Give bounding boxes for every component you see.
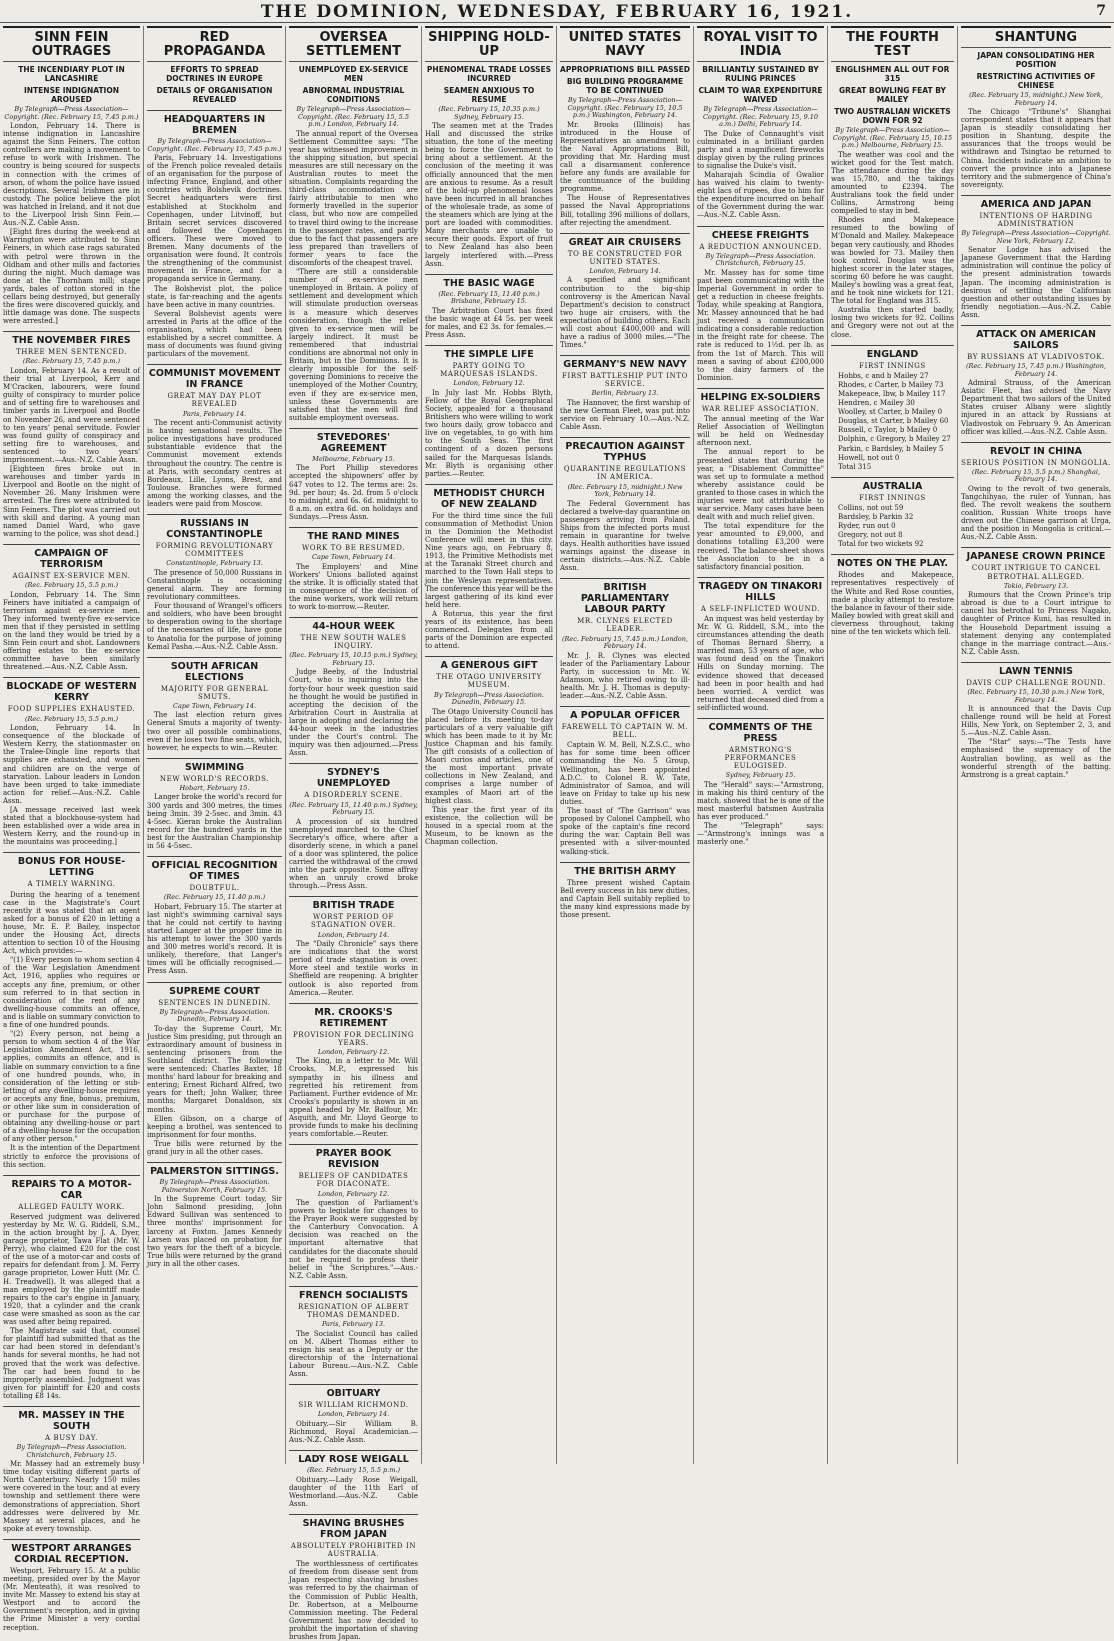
section-headline: WESTPORT ARRANGES CORDIAL RECEPTION. <box>3 1539 140 1565</box>
article-paragraph: The recent anti-Communist activity is having sensational results. The police investigations have produced substantiable evidence that the Communist movement extends throughout the country. The centre is at Paris, with secondary centres at Bordeaux, Lille, Lyons, Brest, and Toulouse. Branches were formed among the working classes, and the leaders were paid from Moscow. <box>147 419 282 508</box>
article-paragraph: Four thousand of Wrangel's officers and soldiers, who have been brought to desperation owing to the shortage of the necessaries of life, have gone to Anatolia for the purpose of joining Kemal Pasha.—Aus.-N.Z. Cable Assn. <box>147 602 282 651</box>
article-paragraph: Hendren, c Mailey 30 <box>838 399 915 408</box>
dateline: By Telegraph—Press Association—Copyright. (Rec. February 15, 10.15 p.m.) Melbourne, February 15. <box>832 126 953 149</box>
masthead <box>0 0 1114 23</box>
section-headline: A POPULAR OFFICER <box>560 706 690 721</box>
article-paragraph: "(2) Every person, not being a person to whom section 4 of the War Legislation Amendment Act, 1916, applies, commits an offence, and is liable on summary conviction to a fine of one hundred pounds, who, in consideration of the letting or sub-letting of any dwelling-house requires or accepts any fine, bonus, premium, or other like sum in consideration of or purchase for the purpose of obtaining any dwelling-house or part of a dwelling-house for the occupation of any other person." <box>3 1030 140 1144</box>
article-column <box>143 26 285 1464</box>
section-subheading: ARMSTRONG'S PERFORMANCES EULOGISED. <box>724 746 797 771</box>
article-paragraph: The weather was cool and the wicket good for the Test match. The attendance during the day was 15,780, and the takings amounted to £2394. The Australians took the field under Collins, Armstrong being compelled to stay in bed. <box>831 150 954 216</box>
section-subheading: PROVISION FOR DECLINING YEARS. <box>292 1030 415 1047</box>
article-paragraph: Senator Lodge has advised the Japanese Government that the Harding administration will continue the policy of the present administration towards Japan. The incoming administration is desirous of settling the Californian question and other outstanding issues by friendly negotiation.—Aus.-N.Z. Cable Assn. <box>961 246 1111 319</box>
article-paragraph: The "Herald" says:—"Armstrong, in making his third century of the match, showed that he is one of the most masterful batsmen Australia has ever produced." <box>697 780 824 822</box>
article-subheading: ABNORMAL INDUSTRIAL CONDITIONS <box>302 86 405 104</box>
section-subheading: ABSOLUTELY PROHIBITED IN AUSTRALIA. <box>290 1541 417 1559</box>
article-paragraph: Ellen Gibson, on a charge of keeping a brothel, was sentenced to imprisonment for four months. <box>147 1114 282 1139</box>
dateline: Paris, February 14. <box>182 409 247 418</box>
section-subheading: QUARANTINE REGULATIONS IN AMERICA. <box>563 465 687 482</box>
dateline: (Rec. February 15, 7.45 p.m.) <box>22 357 121 366</box>
article-paragraph: Rhodes, c Carter, b Mailey 73 <box>838 380 944 389</box>
article-paragraph: Reserved judgment was delivered yesterday by Mr. W. G. Riddell, S.M., in the action brought by J. A. Dyer, garage proprietor, Tawa Flat (Mr. W. Perry), who claimed £20 for the cost of the use of a motor-car and costs of repairs for defendant from J. M. Ferry garage proprietor, Lower Hutt (Mr. C. H. Treadwell). It was alleged that a man employed by the plaintiff made repairs to the car's engine in January, 1920, that a cylinder and the crank case were smashed as soon as the car was used after being repaired. <box>3 1212 140 1327</box>
article-paragraph: Mr. Massey had an extremely busy time today visiting different parts of North Canterbury. Nearly 150 miles were covered in the tour, and at every township and settlement there were demonstrations of appreciation. Short addresses were delivered by Mr. Massey at several places, and he spoke at every township. <box>3 1460 140 1533</box>
dateline: By Telegraph—Press Association. Dunedin, February 14. <box>159 1007 270 1024</box>
article-paragraph: A specified and significant contribution to the big-ship controversy is the American Naval Department's decision to construct two huge air cruisers, with the expectation of building others. Each will cost about £400,000 and will have a radius of 3000 miles.—"The Times." <box>560 276 690 350</box>
section-subheading: BY RUSSIANS AT VLADIVOSTOK. <box>967 352 1105 361</box>
page-number: 7 <box>1096 3 1106 19</box>
section-headline: COMMENTS OF THE PRESS <box>697 718 824 744</box>
article-paragraph: To-day the Supreme Court, Mr. Justice Sim presiding, put through an extraordinary amount of business in sentencing prisoners from the Southland district. The following were sentenced: Charles Baxter, 18 months' hard labour for breaking and entering; Ernest Richard Alfred, two years for theft; John Walker, three months; Margaret Donaldson, six months. <box>147 1024 282 1114</box>
section-headline: AMERICA AND JAPAN <box>961 195 1111 210</box>
section-headline: PALMERSTON SITTINGS. <box>147 1162 282 1177</box>
section-headline: HEADQUARTERS IN BREMEN <box>147 110 282 136</box>
article-column <box>0 26 143 1632</box>
dateline: Berlin, February 13. <box>591 389 659 398</box>
dateline: London, February 12. <box>317 1047 390 1056</box>
article-paragraph: The "Star" says:—"The Tests have emphasised the supremacy of the Australian bowling, as well as the wonderful strength of the batting. Armstrong is a great captain." <box>961 738 1111 779</box>
article-column <box>827 26 957 1464</box>
dateline: Sydney, February 15. <box>725 771 796 780</box>
article-paragraph: The seamen met at the Trades Hall and discussed the strike situation, the tone of the meeting being to force the Government to bring about a settlement. At the conclusion of the meeting it was officially announced that the men are anxious to resume. As a result of the hold-up phenomenal losses have been incurred in all branches of the wholesale trade, as some of the steamers which are lying at the port are loaded with commodities. Many merchants are unable to secure their goods. Export of fruit to New Zealand has also been largely interfered with.—Press Assn. <box>425 122 553 268</box>
article-paragraph: Australia then started badly, losing two wickets for 92. Collins and Gregory were not out at the close. <box>831 306 954 339</box>
article-paragraph: It is the intention of the Department strictly to enforce the provisions of this section. <box>3 1144 140 1169</box>
section-subheading: THREE MEN SENTENCED. <box>15 348 128 357</box>
section-subheading: FIRST INNINGS <box>859 361 926 370</box>
article-paragraph: Owing to the revolt of two generals, Tangchihyao, the ruler of Yunnan, has fled. The revolt weakens the southern coalition. Russian White troops have driven out the Chinese garrison at Urga, and the position in Mongolia is critical.—Aus.-N.Z. Cable Assn. <box>961 484 1111 542</box>
section-headline: METHODIST CHURCH OF NEW ZEALAND <box>425 484 553 510</box>
section-subheading: FIRST BATTLESHIP PUT INTO SERVICE. <box>562 372 688 389</box>
section-subheading: A BUSY DAY. <box>45 1433 98 1442</box>
article-paragraph: Howell, not out 0 <box>838 453 900 462</box>
dateline: Tokio, February 13. <box>1003 581 1069 590</box>
article-paragraph: Obituary.—Lady Rose Weigall, daughter of the 11th Earl of Westmorland.—Aus.-N.Z. Cable Assn. <box>289 1475 418 1508</box>
section-headline: PRECAUTION AGAINST TYPHUS <box>560 437 690 463</box>
article-paragraph: The toast of "The Garrison" was proposed by Colonel Campbell, who spoke of the captain's fine record during the war. Captain Bell was presented with a silver-mounted walking-stick. <box>560 807 690 856</box>
article-paragraph: "There are still a considerable number of ex-service men unemployed in Britain. A policy of settlement and development which will stimulate production overseas is a measure which deserves consideration, though the relief given to ex-service men will be largely indirect. It must be remembered that industrial conditions are abnormal not only in Britain, but in the Dominions. It is clearly impossible for the self-governing Dominions to receive the unemployed of the Mother Country, even if they are ex-service men, unless these Governments are satisfied that the men will find suitable employment overseas. <box>289 268 418 422</box>
article-paragraph: The King, in a letter to Mr. Will Crooks, M.P., expressed his sympathy in his illness and regretted his retirement from Parliament. Further evidence of Mr. Crooks's popularity is shown in an appeal headed by Mr. Balfour, Mr. Asquith, and Mr. Lloyd George to provide funds to make his declining years comfortable.—Reuter. <box>289 1057 418 1139</box>
dateline: London, February 14. <box>317 1410 390 1419</box>
article-paragraph: In the Supreme Court today, Sir John Salmond presiding, John Edward Sullivan was sentenced to three months' imprisonment for larceny at Foxton. James Kennedy Larsen was placed on probation for two years for the theft of a bicycle. True bills were returned by the grand jury in all the other cases. <box>147 1195 282 1268</box>
section-subheading: INTENTIONS OF HARDING ADMINISTRATION <box>979 211 1093 229</box>
section-subheading: SENTENCES IN DUNEDIN. <box>158 998 271 1007</box>
section-headline: BRITISH PARLIAMENTARY LABOUR PARTY <box>560 578 690 615</box>
dateline: (Rec. February 15, 10.30 p.m.) New York, February 14. <box>967 688 1105 704</box>
section-headline: FRENCH SOCIALISTS <box>289 1286 418 1301</box>
article-paragraph: Ryder, run out 0 <box>838 522 896 531</box>
article-paragraph: This year the first year of its existence, the collection will be housed in a special room at the Museum, to be known as the Chapman collection. <box>425 805 553 847</box>
section-headline: REVOLT IN CHINA <box>961 442 1111 457</box>
section-headline: OBITUARY <box>289 1384 418 1399</box>
dateline: (Rec. February 15, 7.45 p.m.) Washington, February 14. <box>966 362 1106 378</box>
article-paragraph: Dolphin, c Gregory, b Mailey 27 <box>838 435 951 444</box>
section-subheading: SIR WILLIAM RICHMOND. <box>298 1401 409 1410</box>
section-subheading: NEW WORLD'S RECORDS. <box>159 774 270 783</box>
dateline: (Rec. February 15, 5.5 p.m.) <box>24 714 119 723</box>
section-subheading: GREAT MAY DAY PLOT REVEALED <box>167 392 262 409</box>
section-subheading: COURT INTRIGUE TO CANCEL BETROTHAL ALLEGED. <box>971 564 1101 581</box>
article-subheading: JAPAN CONSOLIDATING HER POSITION <box>977 51 1095 69</box>
article-headline: SHANTUNG <box>961 26 1111 48</box>
section-headline: BRITISH TRADE <box>289 896 418 911</box>
article-paragraph: Obituary.—Sir William B. Richmond, Royal Academician.—Aus.-N.Z. Cable Assn. <box>289 1419 418 1444</box>
article-paragraph: Total for two wickets 92 <box>838 540 924 549</box>
article-paragraph: An inquest was held yesterday by Mr. W. G. Riddell, S.M., into the circumstances attending the death of Thomas Bernard Sherry, a married man, 53 years of age, who was found dead on the Tinakori Hills on Sunday morning. The evidence showed that deceased had been in poor health and had been worried. A verdict was returned that deceased died from a self-inflicted wound. <box>697 614 824 712</box>
section-headline: GERMANY'S NEW NAVY <box>560 355 690 370</box>
dateline: Melbourne, February 15. <box>312 454 395 463</box>
section-headline: LADY ROSE WEIGALL <box>289 1450 418 1465</box>
section-headline: THE NOVEMBER FIRES <box>3 331 140 346</box>
dateline: (Rec. February 15, 10.35 p.m.) Sydney, February 15. <box>438 105 540 121</box>
section-headline: CAMPAIGN OF TERRORISM <box>3 544 140 570</box>
article-subheading: RESTRICTING ACTIVITIES OF CHINESE <box>976 72 1096 90</box>
section-subheading: SERIOUS POSITION IN MONGOLIA. <box>961 458 1111 467</box>
article-paragraph: Hobart, February 15. The starter at last night's swimming carnival says that he could not certify to having started Langer at the proper time in his attempt to lower the 300 yards and 300 metres world's record. It is unlikely, therefore, that Langer's times will be officially recognised.—Press Assn. <box>147 902 282 976</box>
article-subheading: TWO AUSTRALIAN WICKETS DOWN FOR 92 <box>834 107 951 125</box>
dateline: (Rec. February 15, midnight.) New York, February 14. <box>567 482 683 498</box>
article-headline: RED PROPAGANDA <box>147 26 282 62</box>
article-paragraph: Mr. J. R. Clynes was elected leader of the Parliamentary Labour Party, in succession to Mr. W. Adamson, who retired owing to ill-health. Mr. J. H. Thomas is deputy-leader.—Aus.-N.Z. Cable Assn. <box>560 651 690 700</box>
section-headline: THE SIMPLE LIFE <box>425 345 553 360</box>
newspaper-title: THE DOMINION, WEDNESDAY, FEBRUARY 16, 1921. <box>260 2 854 22</box>
article-subheading: CLAIM TO WAR EXPENDITURE WAIVED <box>698 86 823 104</box>
section-headline: SUPREME COURT <box>147 982 282 997</box>
article-subheading: BRILLIANTLY SUSTAINED BY RULING PRINCES <box>702 65 819 83</box>
article-paragraph: The Otago University Council has placed before its meeting to-day particulars of a very valuable gift which has been made to it by Mr. Justice Chapman and his family. The gift consists of a collection of Maori curios and articles, one of the most important private collections in New Zealand, and comprises a large number of examples of Maori art of the highest class. <box>425 707 553 805</box>
article-paragraph: Captain W. M. Bell, N.Z.S.C., who has for some time been officer commanding the No. 5 Group, Wellington, has been appointed A.D.C. to Colonel R. W. Tate, Administrator of Samoa, and will leave on Friday to take up his new duties. <box>560 741 690 806</box>
dateline: (Rec. February 15, 11.40 p.m.) Sydney, February 15. <box>289 800 418 816</box>
section-subheading: DAVIS CUP CHALLENGE ROUND. <box>966 678 1106 687</box>
section-headline: NOTES ON THE PLAY. <box>831 554 954 569</box>
section-headline: SWIMMING <box>147 758 282 773</box>
article-paragraph: "(1) Every person to whom section 4 of the War Legislation Amendment Act, 1916, applies who requires or accepts any fine, premium, or other sum referred to in that section in consideration of the rent of any dwelling-house commits an offence, and is liable on summary conviction to a fine of one hundred pounds. <box>3 956 140 1030</box>
dateline: (Rec. February 15, 10.15 p.m.) Sydney, February 15. <box>289 651 418 667</box>
article-subheading: EFFORTS TO SPREAD DOCTRINES IN EUROPE <box>166 65 263 83</box>
dateline: London, February 12. <box>453 379 525 388</box>
section-subheading: FOOD SUPPLIES EXHAUSTED. <box>7 705 136 714</box>
section-headline: OFFICIAL RECOGNITION OF TIMES <box>147 856 282 882</box>
article-column <box>556 26 693 1464</box>
dateline: Cape Town, February 14. <box>311 553 396 562</box>
section-headline: CHEESE FREIGHTS <box>697 226 824 241</box>
article-headline: THE FOURTH TEST <box>831 26 954 62</box>
article-paragraph: Mr. Massey has for some time past been communicating with the Imperial Government in order to get a reduction in cheese freights. Today, while speaking at Rangiora, Mr. Massey announced that he had just received a communication indicating a considerable reduction in the freight rate for cheese. The rate is reduced to 1½d. per lb. as from the 1st of March. This will mean a saving of about £200,000 to the dairy farmers of the Dominion. <box>697 268 824 382</box>
section-headline: SYDNEY'S UNEMPLOYED <box>289 763 418 789</box>
section-subheading: A TIMELY WARNING. <box>27 880 116 889</box>
article-headline: UNITED STATES NAVY <box>560 26 690 62</box>
section-headline: AUSTRALIA <box>831 477 954 492</box>
article-paragraph: The question of Parliament's powers to legislate for changes to the Prayer Book were suggested by the Canterbury Convocation. A decision was reached on the important alternative that candidates for the diaconate should not be required to profess their belief in "the Scriptures."—Aus.-N.Z. Cable Assn. <box>289 1199 418 1280</box>
article-paragraph: The Federal Government has declared a twelve-day quarantine on passengers arriving from Poland. Ships from the infected ports must remain in quarantine for twelve days. Health authorities have issued warnings against the disease in certain districts.—Aus.-N.Z. Cable Assn. <box>560 499 690 573</box>
article-paragraph: Rhodes and Makepeace, representatives respectively of the White and Red Rose counties, made a plucky attempt to restore the balance in favour of their side. Mailey bowled with great skill and cleverness throughout, taking nine of the ten wickets which fell. <box>831 571 954 636</box>
dateline: By Telegraph—Press Association. Christchurch, February 15. <box>16 1443 127 1459</box>
article-column <box>957 26 1114 1464</box>
section-subheading: FIRST INNINGS <box>859 493 926 502</box>
dateline: By Telegraph—Press Association—Copyright. (Rec. February 15, 7.45 p.m.) <box>4 105 139 121</box>
section-headline: HELPING EX-SOLDIERS <box>697 388 824 403</box>
section-headline: RUSSIANS IN CONSTANTINOPLE <box>147 514 282 540</box>
article-paragraph: The House of Representatives passed the Naval Appropriations Bill, totalling 396 millions of dollars, after rejecting the amendment. <box>560 194 690 227</box>
dateline: London, February 12. <box>317 1189 390 1198</box>
article-paragraph: Maharajah Scindia of Gwalior has waived his claim to twenty-eight lacs of rupees, due to him for the expenditure incurred on behalf of the Government during the war.—Aus.-N.Z. Cable Assn. <box>697 170 824 220</box>
article-subheading: INTENSE INDIGNATION AROUSED <box>23 86 120 104</box>
section-subheading: WORK TO BE RESUMED. <box>301 544 406 553</box>
article-paragraph: Hobbs, c and b Mailey 27 <box>838 371 929 380</box>
article-paragraph: Westport, February 15. At a public meeting, presided over by the Mayor (Mr. Menteath), it was resolved to invite Mr. Massey to extend his stay at Westport and to accord the Government's reception, and in giving the Prime Minister a very cordial reception. <box>3 1566 140 1632</box>
dateline: (Rec. February 15, 11.40 p.m.) <box>163 893 266 902</box>
columns-container <box>0 26 1114 1641</box>
section-headline: SOUTH AFRICAN ELECTIONS <box>147 657 282 683</box>
article-paragraph: The Hannover, the first warship of the new German Fleet, was put into service on February 10.—Aus.-N.Z. Cable Assn. <box>560 398 690 432</box>
article-subheading: BIG BUILDING PROGRAMME TO BE CONTINUED <box>566 77 684 95</box>
article-paragraph: The Employers' and Mine Workers' Unions balloted against the strike. It is officially stated that in consequence of the decision of the mine workers, work will return to work to-morrow.—Reuter. <box>289 562 418 612</box>
section-subheading: THE OTAGO UNIVERSITY MUSEUM. <box>436 673 542 690</box>
section-headline: REPAIRS TO A MOTOR-CAR <box>3 1175 140 1201</box>
article-paragraph: True bills were returned by the grand jury in all the other cases. <box>147 1139 282 1157</box>
article-subheading: ENGLISHMEN ALL OUT FOR 315 <box>835 65 950 83</box>
article-paragraph: The Port Phillip stevedores accepted the shipowners' offer by 647 votes to 12. The terms are: 2s. 9d. per hour; 4s. 2d. from 5 o'clock to midnight, and 6s. 6d. midnight to 8 a.m. on extra 6d. on holidays and Sundays.—Press Assn. <box>289 464 418 521</box>
section-headline: ENGLAND <box>831 345 954 360</box>
article-paragraph: The Chicago "Tribune's" Shanghai correspondent states that it appears that Japan is steadily consolidating her position in Shantung, despite the assurances that the troops would be withdrawn and Tsingtao be returned to China. Incidents indicate an ambition to convert the province into a Japanese territory and the submergence of China's sovereignty. <box>961 108 1111 189</box>
article-headline: OVERSEA SETTLEMENT <box>289 26 418 62</box>
article-paragraph: The worthlessness of certificates of freedom from disease sent from Japan respecting shaving brushes was referred to by the chairman of the Commission of Public Health, Dr. Robertson, at a Melbourne Commission meeting. The Federal Government has now decided to prohibit the importation of shaving brushes from Japan. <box>289 1560 418 1641</box>
article-paragraph: Parkin, c Bardsley, b Mailey 5 <box>838 444 944 453</box>
dateline: Hobart, February 15. <box>179 783 250 792</box>
section-headline: COMMUNIST MOVEMENT IN FRANCE <box>147 364 282 390</box>
section-headline: ATTACK ON AMERICAN SAILORS <box>961 325 1111 351</box>
dateline: By Telegraph—Press Association—Copyright. New York, February 12. <box>961 229 1111 245</box>
article-paragraph: During the hearing of a tenement case in the Magistrate's Court recently it was stated that an agent asked for a bonus of £20 in letting a house, Mr. E. P. Bailey, inspector under the Housing Act, directs attention to section 10 of the Housing Act, which provides:— <box>3 890 140 956</box>
article-paragraph: London, February 14. There is intense indignation in Lancashire against the Sinn Feiners. The cotton controllers are making a movement to refuse to work with Irishmen. The country is being scoured for suspects in connection with the crimes of arson, of whom the police have issued descriptions. Several Irishmen are in custody. The police believe the plot was hatched in Ireland, and it not due to the Liverpool Irish Sinn Fein.—Aus.-N.Z. Cable Assn. <box>3 122 140 228</box>
dateline: London, February 14. <box>589 266 661 275</box>
dateline: By Telegraph—Press Association—Copyright. (Rec. February 15, 9.10 a.m.) Delhi, February 14. <box>702 105 819 128</box>
section-headline: MR. CROOKS'S RETIREMENT <box>289 1003 418 1029</box>
section-headline: THE BASIC WAGE <box>425 274 553 289</box>
section-subheading: TO BE CONSTRUCTED FOR UNITED STATES. <box>567 249 683 266</box>
section-headline: THE RAND MINES <box>289 527 418 542</box>
article-headline: ROYAL VISIT TO INDIA <box>697 26 824 62</box>
article-paragraph: A Rotorua, this year the first years of its existence, has been commenced. Delegates from all parts of the Dominion are expected to attend. <box>425 609 553 651</box>
article-column <box>693 26 827 1464</box>
dateline: (Rec. February 15, 5.5 p.m.) Shanghai, February 14. <box>971 467 1101 484</box>
article-headline: SINN FEIN OUTRAGES <box>3 26 140 62</box>
article-paragraph: [Eighteen fires broke out in warehouses and timber yards in Liverpool and Bootle on the night of November 26. Many Irishmen were arrested. The fires were attributed to Sinn Feiners. The plot was carried out with skill and daring. A young man named Daniel Ward, who gave warning to the police, was shot dead.] <box>3 465 140 538</box>
article-paragraph: It is announced that the Davis Cup challenge round will be held at Forest Hills, New York, on September 2, 3, and 5.—Aus.-N.Z. Cable Assn. <box>961 705 1111 738</box>
article-paragraph: London, February 14. As a result of their trial at Liverpool, Kerr and M'Cracken, labourers, were found guilty of conspiracy to murder police and of setting fire to warehouses and timber yards in Liverpool and Bootle on November 26, and were sentenced to ten years' penal servitude. Fowler was found guilty of conspiracy and setting fire to warehouses, and sentenced to two years' imprisonment.—Aus.-N.Z. Cable Assn. <box>3 366 140 464</box>
dateline: (Rec. February 15, 5.5 p.m.) <box>306 1466 401 1475</box>
article-paragraph: Several Bolshevist agents were arrested in Paris at the office of the organisation, which had been established by a secret committee. A mass of documents was found giving particulars of the movement. <box>147 309 282 359</box>
article-paragraph: Woolley, st Carter, b Mailey 0 <box>838 408 943 417</box>
article-paragraph: The Socialist Council has called on M. Albert Thomas either to resign his seat as a Deputy or the directorship of the International Labour Bureau.—Aus.-N.Z. Cable Assn. <box>289 1329 418 1379</box>
section-subheading: WAR RELIEF ASSOCIATION. <box>701 404 820 413</box>
article-paragraph: Judge Beeby, of the Industrial Court, who is inquiring into the forty-four hour week question said he thought he would be justified in accepting the decision of the Arbitration Court in Australia at large in adopting and declaring the 44-hour week in the industries under the Court's control. The inquiry was then adjourned.—Press Assn. <box>289 668 418 758</box>
dateline: By Telegraph—Press Association—Copyright. (Rec. February 15, 5.5 p.m.) London, February 14. <box>296 105 411 128</box>
section-subheading: PARTY GOING TO MARQUESAS ISLANDS. <box>440 362 538 379</box>
article-paragraph: For the third time since the full consummation of Methodist Union in the Dominion the Methodist Conference will meet in this city. Nine years ago, on February 8, 1913, the Primitive Methodists met at the Taranaki Street church and marched to the Town Hall steps to join the Wesleyan representatives. The conference this year will be the largest gathering of its kind ever held here. <box>425 511 553 609</box>
article-paragraph: [A message received last week stated that a blockhouse-system had been established over a wide area in Western Kerry, and the round-up in the mountains was proceeding.] <box>3 805 140 847</box>
section-headline: LAWN TENNIS <box>961 662 1111 677</box>
article-paragraph: London, February 14. In consequence of the blockade of Western Kerry, the stationmaster on the Tralee-Dingle line reports that supplies are exhausted, and women and children are on the verge of starvation. Labour leaders in London have been urged to take immediate action for relief.—Aus.-N.Z. Cable Assn. <box>3 724 140 805</box>
article-subheading: THE INCENDIARY PLOT IN LANCASHIRE <box>18 65 125 83</box>
dateline: Constantinople, February 13. <box>166 559 263 568</box>
section-headline: TRAGEDY ON TINAKORI HILLS <box>697 577 824 603</box>
article-paragraph: Rhodes and Makepeace resumed to the bowling of M'Donald and Mailey. Makepeace began very cautiously, and Rhodes was bowled for 73. Mailey then took control. Douglas was the highest scorer in the later stages, scoring 60 before he was caught. Mailey's bowling was a great feat, and he took nine wickets for 121. The total for England was 315. <box>831 216 954 306</box>
dateline: (Rec. February 15, 7.45 p.m.) London, February 14. <box>562 634 688 651</box>
section-headline: THE BRITISH ARMY <box>560 862 690 877</box>
article-paragraph: Admiral Strauss, of the American Asiatic Fleet, has advised the Navy Department that two sailors of the United States cruiser Albany were slightly injured in an attack by Russians at Vladivostok on February 9. An American officer was killed.—Aus.-N.Z. Cable Assn. <box>961 379 1111 436</box>
article-subheading: APPROPRIATIONS BILL PASSED <box>560 65 690 74</box>
article-paragraph: Mr. Brooks (Illinois) has introduced in the House of Representatives an amendment to the Naval Appropriations Bill, providing that Mr. Harding must call a disarmament conference before any funds are available for the continuance of the building programme. <box>560 120 690 194</box>
section-subheading: RESIGNATION OF ALBERT THOMAS DEMANDED. <box>297 1302 410 1320</box>
article-paragraph: Bardsley, b Parkin 32 <box>838 512 914 521</box>
dateline: By Telegraph—Press Association—Copyright. (Rec. February 15, 10.5 p.m.) Washington, February 14. <box>567 96 683 119</box>
section-headline: JAPANESE CROWN PRINCE <box>961 547 1111 562</box>
article-paragraph: Three present wished Captain Bell every success in his new duties, and Captain Bell suitably replied to the many kind expressions made by those present. <box>560 878 690 919</box>
section-subheading: ALLEGED FAULTY WORK. <box>18 1202 125 1211</box>
section-headline: 44-HOUR WEEK <box>289 617 418 632</box>
article-paragraph: In July last Mr. Hobbs Blyth, Fellow of the Royal Geographical Society, appealed for a thousand Britishers who were willing to work two hours daily, grow tobacco and live on vegetables, to go with him to the South Seas. The first contingent of a dozen persons sailed for the Marquesas Islands. Mr. Blyth is organising other parties.—Reuter. <box>425 388 553 478</box>
article-paragraph: London, February 14. The Sinn Feiners have initiated a campaign of terrorism against ex-service men. They informed twenty-five ex-service men that if they persisted in settling on the land they would be tried by a Sinn Fein court and shot. Landowners offering estates to the ex-service committee have been similarly threatened.—Aus.-N.Z. Cable Assn. <box>3 590 140 672</box>
article-subheading: UNEMPLOYED EX-SERVICE MEN <box>298 65 409 83</box>
article-paragraph: Langer broke the world's record for 300 yards and 300 metres, the times being 3min. 39 2-5sec. and 3min. 43 4-5sec. Kieran broke the Australian record for the hundred yards in the best for the Australian Championship in 56 4-5sec. <box>147 793 282 850</box>
section-headline: SHAVING BRUSHES FROM JAPAN <box>289 1514 418 1540</box>
dateline: (Rec. February 15, 11.40 p.m.) Brisbane, February 15. <box>438 289 540 306</box>
section-subheading: THE NEW SOUTH WALES INQUIRY. <box>300 634 407 651</box>
section-subheading: WORST PERIOD OF STAGNATION OVER. <box>311 913 396 930</box>
dateline: (Rec. February 15, midnight.) New York, February 14. <box>969 91 1103 107</box>
article-subheading: DETAILS OF ORGANISATION REVEALED <box>156 86 273 104</box>
dateline: Cape Town, February 14. <box>172 701 257 710</box>
article-subheading: SEAMEN ANXIOUS TO RESUME <box>443 86 535 104</box>
article-paragraph: Total 315 <box>838 462 872 471</box>
dateline: By Telegraph—Press Association—Copyright. (Rec. February 15, 7.45 p.m.) <box>147 137 282 153</box>
section-subheading: FORMING REVOLUTIONARY COMMITTEES <box>155 542 274 559</box>
article-paragraph: [Eight fires during the week-end at Warrington were attributed to Sinn Feiners, in which case rags saturated with petrol were thrown in the Oldham and other mills and factories during the night. Much damage was done at the Thornham mill; stage yards, bales of cotton stored in the cellars being destroyed, but generally the fires were discovered quickly, and little damage was done. The suspects were arrested.] <box>3 228 140 326</box>
article-paragraph: The annual meeting of the War Relief Association of Wellington will be held on Wednesday afternoon next. <box>697 415 824 448</box>
article-paragraph: Makepeace, lbw, b Mailey 117 <box>838 389 946 398</box>
section-subheading: MAJORITY FOR GENERAL SMUTS. <box>160 684 269 701</box>
section-subheading: A SELF-INFLICTED WOUND. <box>700 604 821 613</box>
article-paragraph: The annual report to be presented states that during the year, a "Disablement Committee" was set up to formulate a method whereby assistance could be granted to those cases in which the injuries were not attributable to war service. Many cases have been dealt with and much relief given. <box>697 448 824 522</box>
article-paragraph: The Duke of Connaught's visit culminated in a brilliant garden party and a magnificent fireworks display given by the ruling princes to signalise the Duke's visit. <box>697 129 824 170</box>
article-subheading: PHENOMENAL TRADE LOSSES INCURRED <box>426 65 552 83</box>
section-headline: PRAYER BOOK REVISION <box>289 1144 418 1170</box>
section-subheading: DOUBTFUL. <box>189 884 240 893</box>
dateline: By Telegraph—Press Association. Dunedin, February 15. <box>434 690 544 707</box>
article-paragraph: Russell, c Taylor, b Mailey 0 <box>838 426 938 435</box>
article-column <box>421 26 556 1464</box>
article-headline: SHIPPING HOLD-UP <box>425 26 553 62</box>
article-paragraph: Paris, February 14. Investigations of the French police revealed details of an organisation for the purpose of infecting France, England, and other countries with Bolshevik doctrines. Secret headquarters were first established at Stockholm and Copenhagen, under Litvinoff, but Britain secret services discovered and followed the Copenhagen officers. These were moved to Bremen. Many documents of the organisation were found. It controls the strengthening of the communist movement in France, and for a propaganda service in Germany. <box>147 154 282 284</box>
article-paragraph: Gregory, not out 8 <box>838 531 903 540</box>
article-paragraph: The total expenditure for the year amounted to £9,000, and donations totalling £3,200 were received. The balance-sheet shows the Association to be in a satisfactory financial position. <box>697 522 824 571</box>
section-subheading: A DISORDERLY SCENE. <box>304 791 403 800</box>
article-paragraph: The Arbitration Court has fixed the basic wage at £4 5s. per week for males, and £2 3s. for females.—Press Assn. <box>425 306 553 339</box>
article-paragraph: The last election return gives General Smuts a majority of twenty-two over all possible combinations, even if he loses two fine seats, which, however, he expects to win.—Reuter. <box>147 711 282 752</box>
section-subheading: MR. CLYNES ELECTED LEADER. <box>577 617 673 634</box>
article-paragraph: The Magistrate said that, counsel for plaintiff had submitted that as the car had been stored in defendant's hands for several months, he had not proved that the work was defective. The car had been found to be improperly assembled. Judgment was given for plaintiff for £20 and costs totalling £8 14s. <box>3 1327 140 1400</box>
dateline: By Telegraph—Press Association. Palmerston North, February 15. <box>159 1178 270 1194</box>
section-subheading: AGAINST EX-SERVICE MEN. <box>12 571 131 580</box>
section-subheading: FAREWELL TO CAPTAIN W. M. BELL. <box>561 723 689 740</box>
section-subheading: BELIEFS OF CANDIDATES FOR DIACONATE. <box>298 1172 409 1189</box>
dateline: (Rec. February 15, 5.5 p.m.) <box>24 581 119 589</box>
article-paragraph: A procession of six hundred unemployed marched to the Chief Secretary's office, where after a disorderly scene, in which a panel of a door was splintered, the police carried the withdrawal of the crowd into the park opposite. Some affray when an unruly crowd broke through.—Press Assn. <box>289 817 418 891</box>
article-paragraph: The "Telegraph" says:—"Armstrong's innings was a masterly one." <box>697 822 824 847</box>
article-subheading: GREAT BOWLING FEAT BY MAILEY <box>839 86 946 104</box>
section-headline: BONUS FOR HOUSE-LETTING <box>3 852 140 878</box>
dateline: By Telegraph—Press Association. Christchurch, February 15. <box>705 251 816 268</box>
article-paragraph: The presence of 50,000 Russians in Constantinople is occasioning general alarm. They are forming revolutionary committees. <box>147 568 282 602</box>
article-paragraph: Douglas, st Carter, b Mailey 60 <box>838 417 949 426</box>
section-headline: MR. MASSEY IN THE SOUTH <box>3 1406 140 1432</box>
article-paragraph: Rumours that the Crown Prince's trip abroad is due to a Court intrigue to cancel his betrothal to Princess Nagako, daughter of Prince Kuni, has resulted in the Household Department issuing a statement denying any contemplated change in the marriage contract.—Aus.-N.Z. Cable Assn. <box>961 591 1111 656</box>
article-paragraph: The Bolshevist plot, the police state, is far-reaching and the agents have been active in many countries. <box>147 284 282 309</box>
dateline: London, February 14. <box>317 930 390 939</box>
section-headline: STEVEDORES' AGREEMENT <box>289 428 418 454</box>
article-paragraph: The annual report of the Oversea Settlement Committee says: "The year has witnessed improvement in the shipping situation, but special measures are still necessary on the Australian routes to meet the situation. Complaints regarding the third-class accommodation are fairly attributable to men who formerly travelled in the superior class, but who now are compelled to travel third owing to the increase in the passenger rates, and partly due to the fact that passengers are less prepared than travellers of former years to face the discomforts of the cheapest travel. <box>289 129 418 267</box>
section-headline: A GENEROUS GIFT <box>425 656 553 671</box>
article-paragraph: Collins, not out 59 <box>838 503 904 512</box>
section-subheading: A REDUCTION ANNOUNCED. <box>699 242 822 251</box>
article-paragraph: The "Daily Chronicle" says there are indications that the worst period of trade stagnation is over. More steel and textile works in Sheffield are reopening. A brighter outlook is also reported from America.—Reuter. <box>289 940 418 997</box>
section-headline: BLOCKADE OF WESTERN KERRY <box>3 677 140 703</box>
dateline: Paris, February 13. <box>321 1320 386 1329</box>
article-column <box>285 26 421 1641</box>
section-headline: GREAT AIR CRUISERS <box>560 233 690 248</box>
